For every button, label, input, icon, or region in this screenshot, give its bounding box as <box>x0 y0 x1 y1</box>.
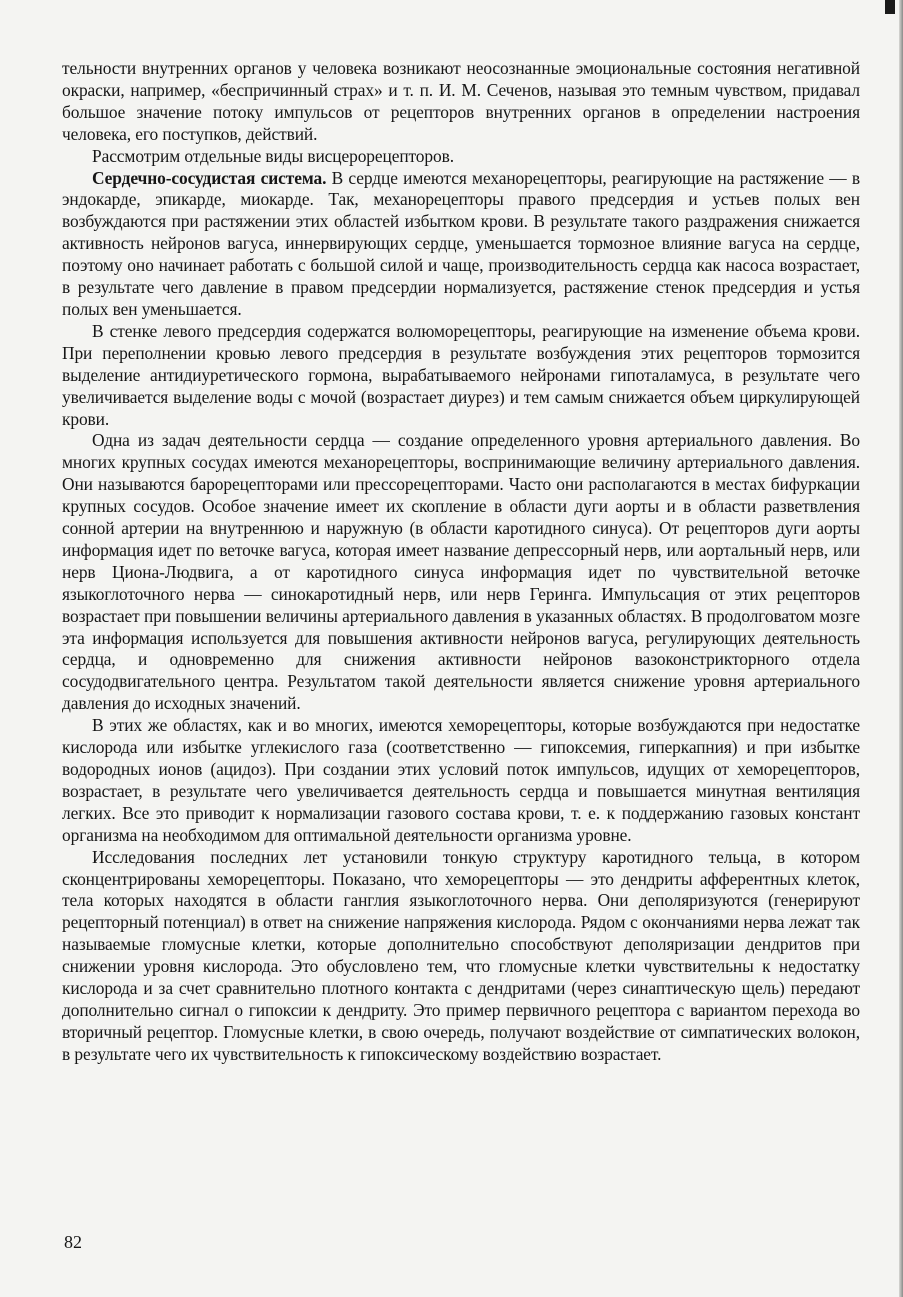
page-text <box>62 58 860 1066</box>
paragraph-3-text: В сердце имеются механорецепторы, реагирующие на растяжение — в эндокарде, эпикарде, миокарде. Так, механорецепторы правого предсердия и устьев полых вен возбуждаются при растяжении этих областей избытком крови. В результате такого раздражения снижается активность нейронов вагуса, иннервирующих сердце, уменьшается тормозное влияние вагуса на сердце, поэтому оно начинает работать с большой силой и чаще, производительность сердца как насоса возрастает, в результате чего давление в правом предсердии нормализуется, растяжение стенок предсердия и устья полых вен уменьшается. <box>62 167 861 319</box>
paragraph-2 <box>62 146 860 168</box>
paragraph-2-text: Рассмотрим отдельные виды висцерорецепторов. <box>92 145 454 166</box>
scan-edge-shadow <box>899 0 903 1297</box>
paragraph-7-text: Исследования последних лет установили тонкую структуру каротидного тельца, в котором сконцентрированы хеморецепторы. Показано, что хеморецепторы — это дендриты афферентных клеток, тела которых находятся в области ганглия языкоглоточного нерва. Они деполяризуются (генерируют рецепторный потенциал) в ответ на снижение напряжения кислорода. Рядом с окончаниями нерва лежат так называемые гломусные клетки, которые дополнительно способствуют деполяризации дендритов при снижении уровня кислорода. Это обусловлено тем, что гломусные клетки чувствительны к недостатку кислорода и за счет сравнительно плотного контакта с дендритами (через синаптическую щель) передают дополнительно сигнал о гипоксии к дендриту. Это пример первичного рецептора с вариантом перехода во вторичный рецептор. Гломусные клетки, в свою очередь, получают воздействие от симпатических волокон, в результате чего их чувствительность к гипоксическому воздействию возрастает. <box>62 846 860 1064</box>
section-lead-heading: Сердечно-сосудистая система. <box>92 167 327 188</box>
paragraph-7 <box>62 847 860 1066</box>
paragraph-6-text: В этих же областях, как и во многих, имеются хеморецепторы, которые возбуждаются при недостатке кислорода или избытке углекислого газа (соответственно — гипоксемия, гиперкапния) и при избытке водородных ионов (ацидоз). При создании этих условий поток импульсов, идущих от хеморецепторов, возрастает, в результате чего увеличивается деятельность сердца и повышается минутная вентиляция легких. Все это приводит к нормализации газового состава крови, т. е. к поддержанию газовых констант организма на необходимом для оптимальной деятельности организма уровне. <box>62 715 860 845</box>
paragraph-4 <box>62 321 860 431</box>
paragraph-5-text: Одна из задач деятельности сердца — создание определенного уровня артериального давления. Во многих крупных сосудах имеются механорецепторы, воспринимающие величину артериального давления. Они называются барорецепторами или прессорецепторами. Часто они располагаются в местах бифуркации крупных сосудов. Особое значение имеет их скопление в области дуги аорты и в области разветвления сонной артерии на внутреннюю и наружную (в области каротидного синуса). От рецепторов дуги аорты информация идет по веточке вагуса, которая имеет название депрессорный нерв, или аортальный нерв, или нерв Циона-Людвига, а от каротидного синуса информация идет по чувствительной веточке языкоглоточного нерва — синокаротидный нерв, или нерв Геринга. Импульсация от этих рецепторов возрастает при повышении величины артериального давления в указанных областях. В продолговатом мозге эта информация используется для повышения активности нейронов вагуса, регулирующих деятельность сердца, и одновременно для снижения активности нейронов вазоконстрикторного отдела сосудодвигательного центра. Результатом такой деятельности является снижение уровня артериального давления до исходных значений. <box>62 430 860 714</box>
paragraph-6 <box>62 715 860 846</box>
paragraph-3 <box>62 168 860 321</box>
paragraph-1-text: тельности внутренних органов у человека возникают неосознанные эмоциональные состояния негативной окраски, например, «беспричинный страх» и т. п. И. М. Сеченов, называя это темным чувством, придавал большое значение потоку импульсов от рецепторов внутренних органов в определении настроения человека, его поступков, действий. <box>62 58 860 144</box>
scan-corner-mark <box>885 0 895 14</box>
paragraph-4-text: В стенке левого предсердия содержатся волюморецепторы, реагирующие на изменение объема крови. При переполнении кровью левого предсердия в результате возбуждения этих рецепторов тормозится выделение антидиуретического гормона, вырабатываемого нейронами гипоталамуса, в результате чего увеличивается выделение воды с мочой (возрастает диурез) и тем самым снижается объем циркулирующей крови. <box>62 320 860 429</box>
paragraph-5 <box>62 430 860 715</box>
paragraph-1 <box>62 58 860 146</box>
page-number: 82 <box>64 1232 82 1252</box>
